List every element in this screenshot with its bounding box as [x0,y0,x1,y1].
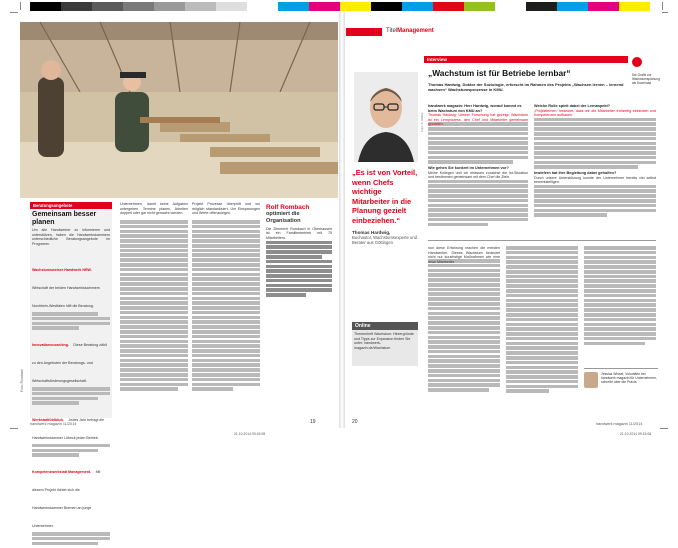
right-footer: handwerk magazin 11/2014 [596,422,643,426]
left-page-number: 19 [310,419,316,425]
color-swatch [30,2,61,11]
portrait-credit: Foto: S. Müller [420,112,424,132]
color-swatch [340,2,371,11]
color-swatch [619,2,650,11]
color-swatch [247,2,278,11]
header-title-main: Titel [386,28,398,34]
online-text: Themenheft Wachstum: Hintergründe und Tipps zur Expansion finden Sie unter: handwerk-magazin.de/Wachstum [354,332,414,350]
body-column-2 [192,202,260,392]
author-text: Jessica Wissel, Volontärin bei handwerk magazin für Unternehmen, schreibt über die Praxis. [601,372,657,385]
sidebar-item [32,258,110,330]
answer-4: Durch unsere Unterstützung konnte der Unternehmer bereits viel selbst bewerkstelligen. [534,175,656,185]
header-title-sub: Management [397,28,434,34]
color-swatch [154,2,185,11]
header-red-block [346,28,382,36]
author-avatar [584,372,598,388]
sidebar-intro: Um alle Handwerker zu informieren und unterstützen, haben die Handwerkskammern unterschiedliche Beratungsangebote im Programm. [32,228,110,246]
pull-quote [352,168,418,245]
online-box [352,322,418,366]
crop-mark [20,2,21,10]
profile-text: Die Zimmerei Rombach in Oberhausen ist ein Familienbetrieb mit 75 Mitarbeitern. [266,226,332,240]
vertical-photo-credit: Foto: Rombach [20,368,24,392]
page-spine [339,12,345,428]
answer-3: „Projektlernen“ bedeutet, dass wir die Mitarbeiter frühzeitig einbinden und Kompetenzen aufbauen. [534,108,656,118]
sidebar-item-label: Innovationscoaching. [32,342,69,347]
sidebar-item [32,460,110,545]
answer-1: Thomas Hardwig: Unsere Forschung hat gezeigt: Wachstum ist ein Lernprozess, den Chef und Mitarbeiter gemeinsam gestalten. [428,113,528,127]
color-swatch [495,2,526,11]
sidebar-item [32,333,110,405]
color-swatch [464,2,495,11]
print-color-bar [30,2,650,11]
left-footer: handwerk magazin 11/2014 [30,422,77,426]
profile-box [266,204,332,298]
interview-intro [428,82,628,92]
column-lines [192,220,260,391]
interview-divider [428,240,656,241]
left-print-stamp: 21.10.2014 09:15:08 [234,432,266,436]
sidebar-item-label: Werkstattfühlblick. [32,417,65,422]
sidebar-item-text: Diese Beratung zählt zu den Angeboten der Beratungs- und Wirtschaftsförderungsgesellschaft. [32,342,107,383]
column-text: Projekt Prozesse überprüft und wo möglich standardisiert. Um Einsparungen und Werte offenzulegen. [192,202,260,216]
badge-text: Die Grafik zur Wachstumsplanung als Download [632,73,660,85]
crop-mark [660,428,668,429]
profile-subtitle: optimiert die Organisation [266,211,301,224]
sidebar-item-label: Wachstumsweiser Handwerk NRW. [32,268,92,272]
sidebar-title: Gemeinsam besser planen [32,211,97,226]
profile-name: Rolf Rombach [266,204,310,211]
color-swatch [216,2,247,11]
right-page [346,12,662,428]
hardwig-portrait [354,72,418,162]
question-1: handwerk magazin: Herr Hardwig, worauf kommt es beim Wachstum von KMU an? [428,104,522,113]
color-swatch [557,2,588,11]
workshop-photo [20,22,338,198]
article-column-1 [428,246,500,393]
color-swatch [123,2,154,11]
interview-bar [424,56,628,63]
color-swatch [402,2,433,11]
sidebar-item-text: Wirtschaft der beiden Handwerkskammern Nordrhein-Westfalen hilft die Beratung. [32,286,100,308]
sidebar-item-text: Jedes Jahr befragt die Handwerkskammer Lübeck jeden Betrieb. [32,417,105,440]
color-swatch [61,2,92,11]
quote-text: „Es ist von Vorteil, wenn Chefs wichtige Mitarbeiter in die Planung gezielt einbeziehen.“ [352,168,418,225]
sidebar-item-label: Kompetenzwerkstatt Management. [32,470,92,475]
answer-2: Meine Kollegen und ich erfassen zunächst die Ist-Situation und bestimmen gemeinsam mit dem Chef die Ziele. [428,170,528,180]
article-column-2 [506,246,578,394]
crop-mark [10,428,18,429]
quote-author-desc: Buchautor, Wachstumsexperte und Berater aus Göttingen [352,234,418,245]
right-page-number: 20 [352,419,358,425]
grafik-icon [632,57,642,67]
sidebar-items [30,256,112,548]
section-header [346,28,662,37]
header-title [386,28,434,34]
article-column-3 [584,246,656,346]
online-label: Online [352,322,418,330]
crop-mark [662,2,663,10]
color-swatch [588,2,619,11]
color-swatch [371,2,402,11]
right-print-stamp: 21.10.2014 09:15:08 [620,432,652,436]
sidebar-item [32,408,110,457]
sidebar-item-text: Mit diesem Projekt richtet sich die Handwerkskammer Bremen an junge Unternehmer. [32,470,101,529]
intro-text: Thomas Hardwig, Doktor der Soziologie, erforscht im Rahmen des Projekts „Wachsen lernen – lernend wachsen“ Wachstumsprozesse in KMU. [428,82,624,92]
question-4: Inwiefern hat Ihre Begleitung dabei geholfen? [534,171,617,175]
question-3: Welche Rolle spielt dabei der Lernaspekt? [534,104,611,108]
interview-column-1 [428,104,528,227]
quote-author: Thomas Hardwig, [352,229,391,235]
color-swatch [278,2,309,11]
interview-column-2 [534,104,656,218]
color-swatch [526,2,557,11]
question-2: Wie gehen Sie konkret im Unternehmen vor? [428,166,509,171]
crop-mark [10,12,18,13]
color-swatch [433,2,464,11]
portrait-image [354,72,418,162]
color-swatch [185,2,216,11]
interview-label: Interview [424,56,628,63]
download-badge [632,54,660,85]
column-text: Unternehmen, damit keine Aufgaben untergehen. Termine planen, Arbeiten doppelt oder gar nicht gemacht werden. [120,202,188,216]
color-swatch [309,2,340,11]
color-swatch [92,2,123,11]
interview-title: „Wachstum ist für Betriebe lernbar“ [428,68,571,78]
body-column-1 [120,202,188,392]
column-text: nun diese Erfahrung machen die meisten Handwerker. Dieses Wachstum bedeutet nicht nur kurzfristige Maßnahmen wie eine neue Mitarbeiter. [428,246,500,264]
column-lines [120,220,188,391]
sidebar-section-label: Beratungsangebote [30,202,112,209]
author-box [584,368,658,409]
carpenters-workshop-image [20,22,338,198]
